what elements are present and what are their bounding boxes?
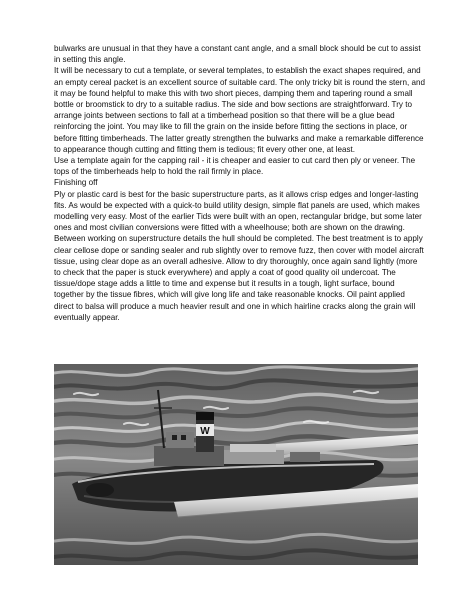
paragraph-superstructure: Ply or plastic card is best for the basic superstructure parts, as it allows crisp edges and longer-lasting fits. As would be expected with a quick-to build utility design, simple flat panels are used, which makes modelling very easy. Most of the earlier Tids were built with an open, rectangular bridge, but some later ones and most civilian conversions were fitted with a wheelhouse; both are shown on the drawing. Between working on superstructure details the hull should be completed. The best treatment is to apply clear cellose dope or sanding sealer and rub slightly over to remove fuzz, then cover with model aircraft tissue, using clear dope as an overall adhesive. Allow to dry thoroughly, once again sand lightly (more to check that the paper is stuck everywhere) and apply a coat of good quality oil undercoat. The tissue/dope stage adds a little to time and expense but it results in a tough, light surface, bound together by the tissue fibres, which will give long life and take reasonable knocks. Oil paint applied direct to balsa will produce a much heavier result and one in which hairline cracks along the grain will eventually appear. [54, 189, 424, 322]
paragraph-capping-rail: Use a template again for the capping rail - it is cheaper and easier to cut card then ply or veneer. The tops of the timberheads help to hold the rail firmly in place. [54, 156, 416, 177]
funnel-letter: W [200, 426, 210, 437]
paragraph-bulwarks: bulwarks are unusual in that they have a constant cant angle, and a small block should be cut to assist in setting this angle. [54, 44, 421, 65]
article-body [54, 43, 426, 323]
tug-model-photo [54, 364, 418, 565]
tug-funnel [196, 412, 214, 452]
section-heading-finishing-off: Finishing off [54, 178, 98, 188]
paragraph-templates: It will be necessary to cut a template, or several templates, to establish the exact shapes required, and an empty cereal packet is an excellent source of suitable card. The only tricky bit is round the stern, and it may be found helpful to make this with two short pieces, damping them and tapering round a small bottle or broomstick to dry to a suitable radius. The side and bow sections are straightforward. Try to arrange joints between sections to fall at a timberhead position so that there will be a glue bead reinforcing the joint. You may like to fill the grain on the inside before fitting the sections in place, or before fitting timberheads. The latter greatly strengthen the bulwarks and make a remarkable difference to appearance though cutting and fitting them is tedious; fit every other one, at least. [54, 66, 426, 154]
